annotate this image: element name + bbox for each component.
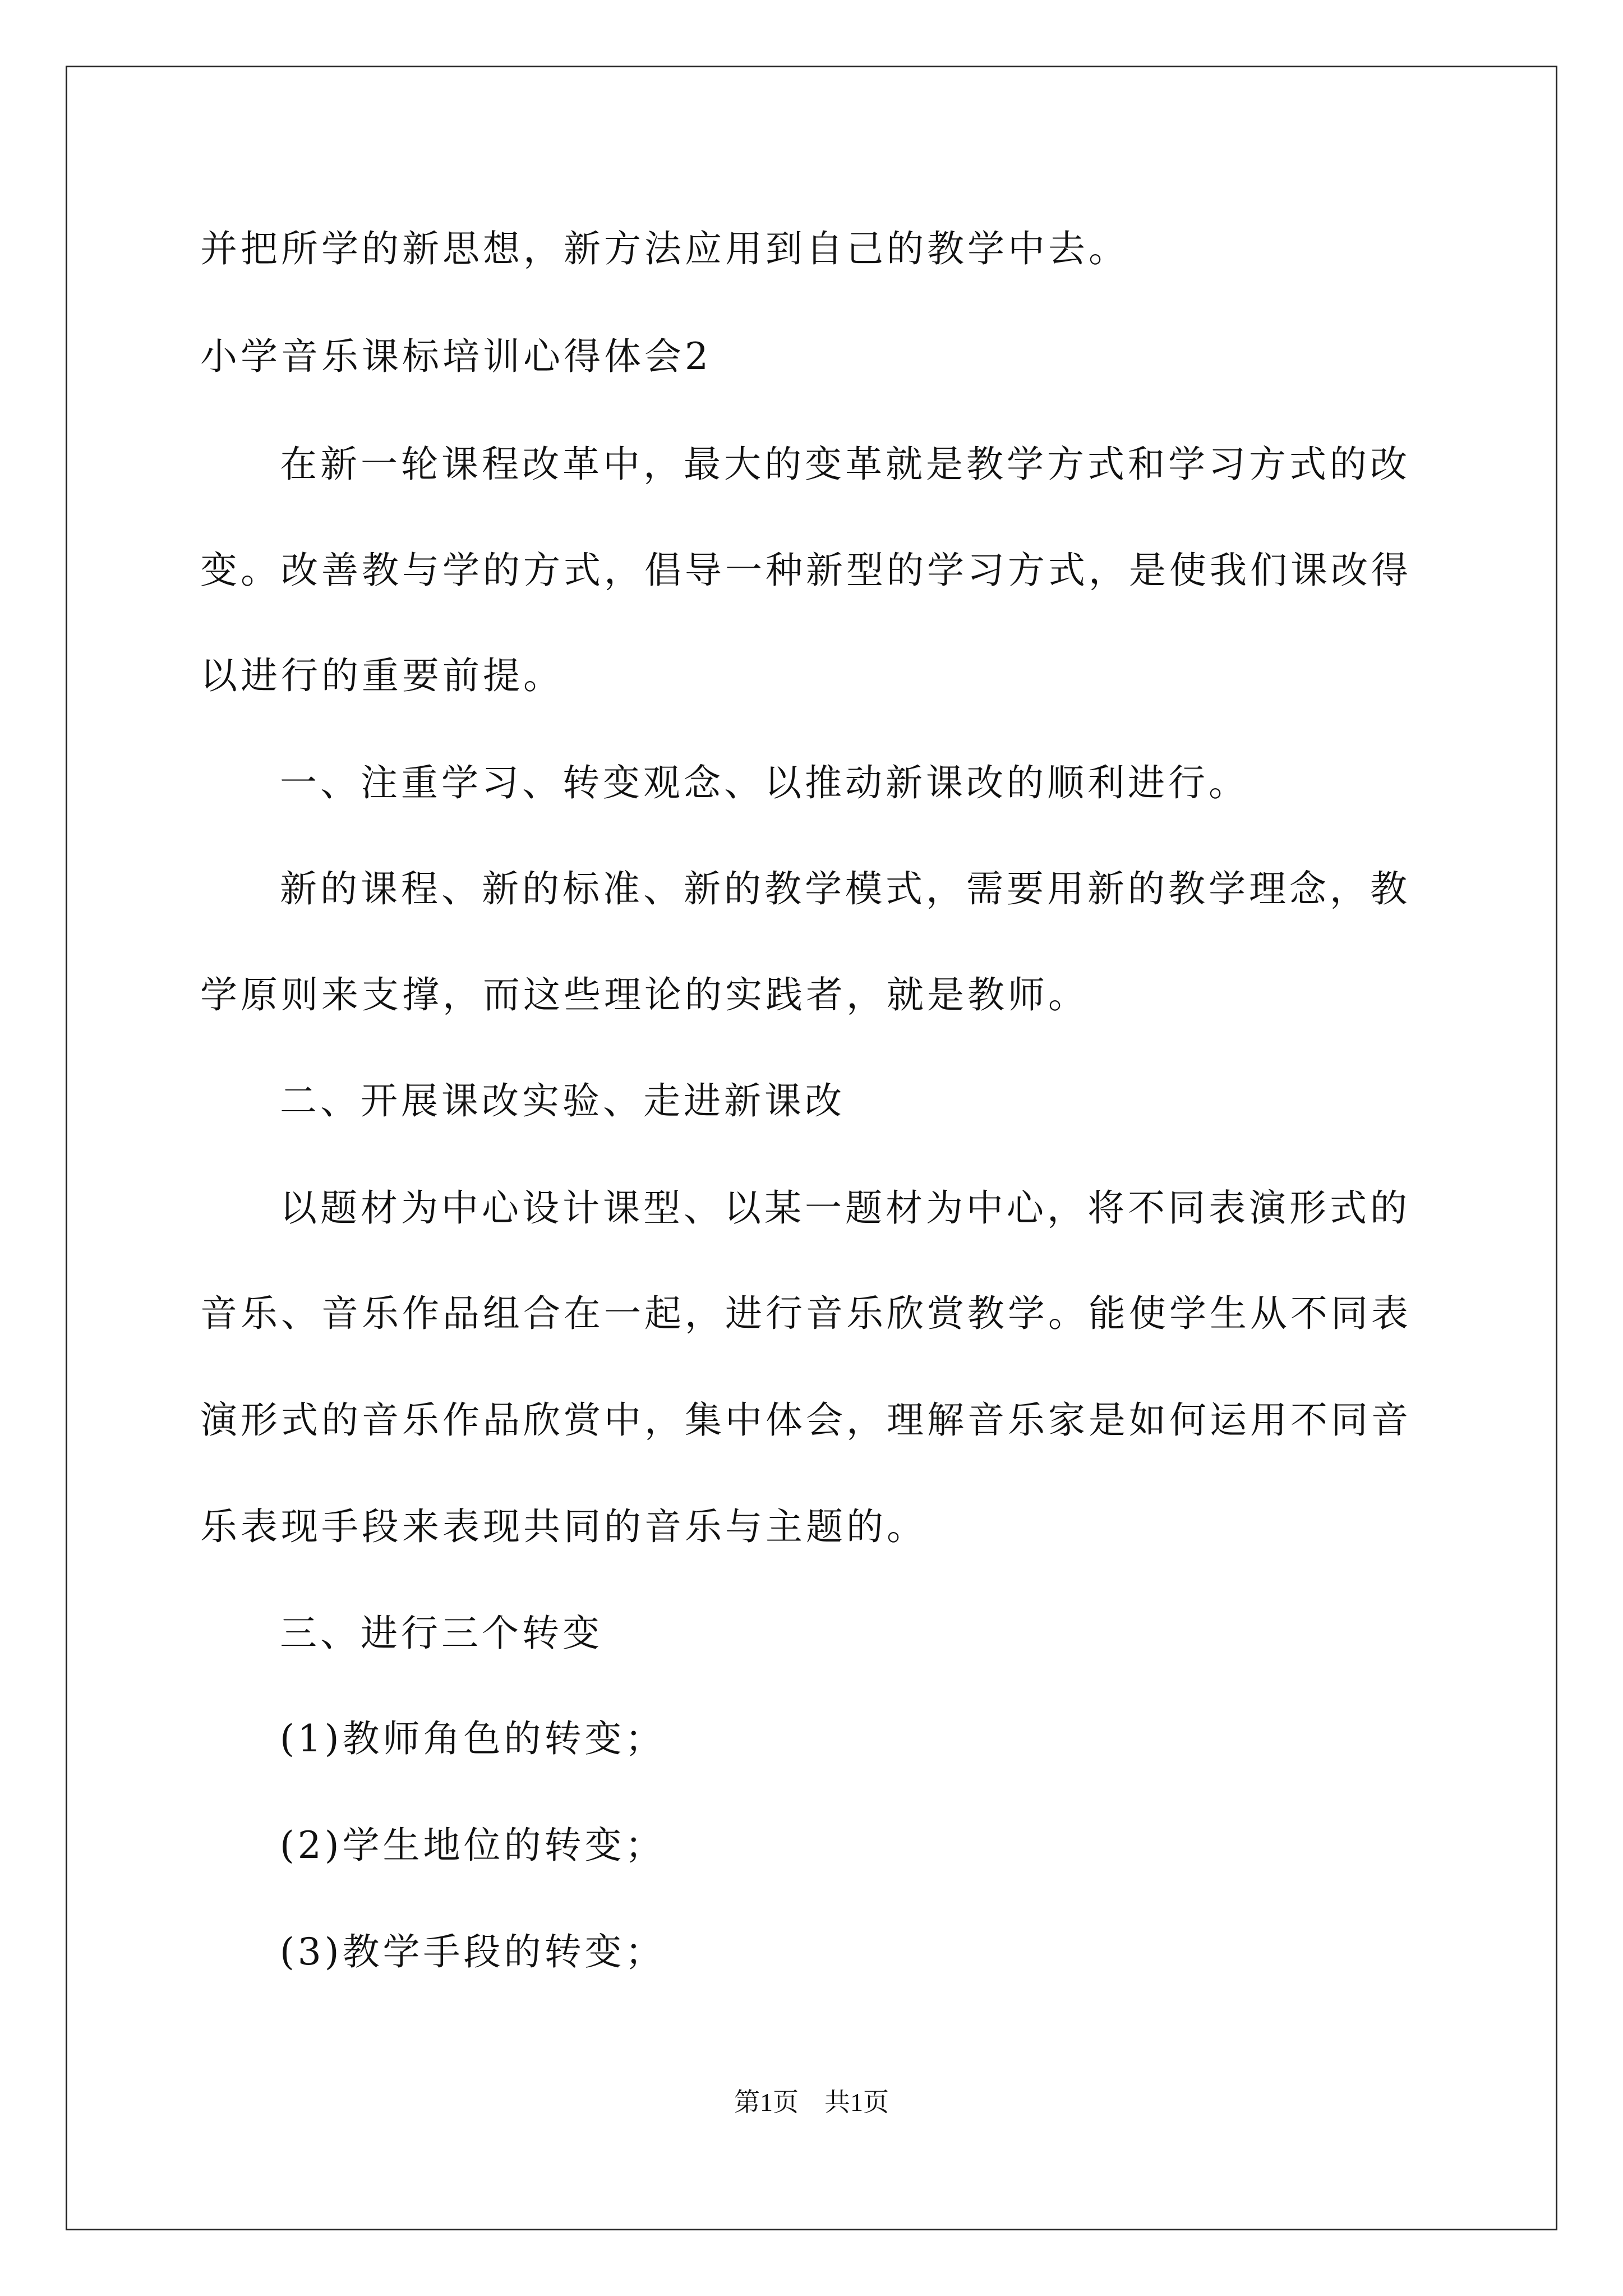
paragraph-line: 乐表现手段来表现共同的音乐与主题的。 [200, 1505, 927, 1548]
paragraph-line: 在新一轮课程改革中，最大的变革就是教学方式和学习方式的改 [280, 443, 1410, 486]
paragraph-line: 演形式的音乐作品欣赏中，集中体会，理解音乐家是如何运用不同音 [200, 1398, 1412, 1442]
list-item: (1)教师角色的转变； [280, 1717, 666, 1760]
paragraph-line: 变。改善教与学的方式，倡导一种新型的学习方式，是使我们课改得 [200, 549, 1412, 592]
page-border [66, 66, 1557, 2230]
page-footer: 第1页 共1页 [734, 2088, 889, 2116]
paragraph-line: 音乐、音乐作品组合在一起，进行音乐欣赏教学。能使学生从不同表 [200, 1292, 1412, 1335]
list-item: (3)教学手段的转变； [280, 1930, 666, 1973]
list-item: (2)学生地位的转变； [280, 1824, 666, 1867]
paragraph-line: 以题材为中心设计课型、以某一题材为中心，将不同表演形式的 [280, 1186, 1410, 1230]
section-heading-2: 二、开展课改实验、走进新课改 [280, 1079, 845, 1122]
paragraph-line: 以进行的重要前提。 [200, 654, 564, 697]
paragraph-line: 新的课程、新的标准、新的教学模式，需要用新的教学理念，教 [280, 867, 1410, 910]
section-heading-3: 三、进行三个转变 [280, 1612, 603, 1655]
section-title: 小学音乐课标培训心得体会2 [200, 335, 712, 378]
section-heading-1: 一、注重学习、转变观念、以推动新课改的顺利进行。 [280, 761, 1249, 804]
paragraph-line: 并把所学的新思想，新方法应用到自己的教学中去。 [200, 227, 1129, 270]
paragraph-line: 学原则来支撑，而这些理论的实践者，就是教师。 [200, 973, 1089, 1016]
